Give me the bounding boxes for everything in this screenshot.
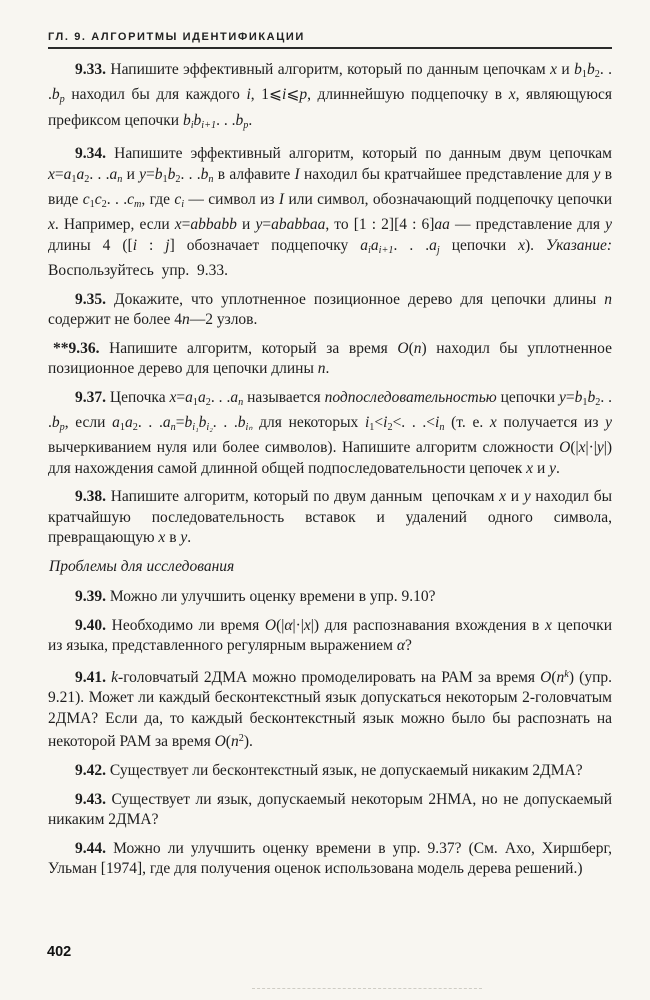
text-run: 9.43. <box>75 790 106 808</box>
text-run: c <box>82 190 90 208</box>
exercise-9.44 <box>48 839 616 880</box>
text-run: 2 <box>205 396 211 408</box>
text-run: в виде <box>48 165 616 208</box>
exercise-9.34 <box>48 144 620 282</box>
text-run: x <box>489 414 497 432</box>
text-run: n <box>238 396 244 408</box>
text-run: -головчатый 2ДМА можно промоделировать на РАМ за время <box>118 668 541 686</box>
text-run: Напишите алгоритм, который за время <box>99 339 398 357</box>
scan-artifact-line <box>252 988 482 989</box>
text-run: iₙ <box>245 421 253 433</box>
text-run: — представление для <box>449 216 606 234</box>
text-run: = <box>146 165 155 183</box>
text-run: a <box>76 165 85 183</box>
text-run: n <box>413 339 422 357</box>
text-run: c <box>94 190 102 208</box>
text-run: (| <box>570 439 579 457</box>
text-run: или символ, обозначающий подцепочку цепочки <box>284 190 616 208</box>
text-run: Воспользуйтесь упр. 9.33. <box>48 236 620 280</box>
text-run: b <box>193 111 202 129</box>
text-run: = <box>176 388 186 406</box>
text-run: для некоторых <box>252 414 365 432</box>
text-run: 9.38. <box>75 488 106 506</box>
exercise-9.35 <box>48 290 616 331</box>
text-run: n <box>117 173 123 185</box>
text-run: (| <box>276 616 285 634</box>
text-run: Существует ли язык, допускаемый некоторым 2НМА, но не допускаемый никаким 2ДМА? <box>48 790 616 829</box>
text-run: b <box>154 165 163 183</box>
text-run: O <box>559 439 571 457</box>
header-rule <box>48 47 612 49</box>
text-run: i <box>364 414 370 432</box>
text-run: i <box>246 86 251 104</box>
text-run: : <box>137 236 166 254</box>
text-run: O <box>540 668 552 686</box>
text-run: 9.33. <box>75 61 106 78</box>
text-run: , если <box>64 414 113 432</box>
text-run: цепочки <box>439 236 519 254</box>
text-run: Напишите эффективный алгоритм, который по данным цепочкам <box>106 61 551 78</box>
text-run: 1 <box>582 396 588 408</box>
text-run: x <box>48 165 55 183</box>
text-run: , длиннейшую подцепочку в <box>307 86 509 104</box>
text-run: 1 <box>369 421 375 433</box>
text-run: . <box>187 529 192 547</box>
text-run: , то [1 : 2][4 : 6] <box>325 216 435 234</box>
running-header-text: ГЛ. 9. АЛГОРИТМЫ ИДЕНТИФИКАЦИИ <box>48 31 305 43</box>
text-run: 1 <box>119 421 126 433</box>
text-run: y <box>596 439 604 457</box>
text-run: x <box>578 439 586 457</box>
text-run: вычеркиванием нуля или более символов). Напишите алгоритм сложности <box>48 414 616 457</box>
text-run: 2 <box>594 68 600 80</box>
text-run: . . . <box>48 388 616 432</box>
text-run: c <box>127 190 134 208</box>
text-run: и <box>236 216 256 234</box>
text-run: n <box>230 733 239 751</box>
text-run: ] обозначает подцепочку <box>169 236 361 254</box>
text-run: . <box>556 459 560 477</box>
text-run: содержит не более 4 <box>48 290 616 329</box>
text-run: x <box>550 61 557 78</box>
text-run: 2 <box>175 173 181 185</box>
page-number: 402 <box>47 944 72 960</box>
text-run: = <box>565 388 575 406</box>
text-run: Указание: <box>546 236 612 254</box>
text-run: i <box>132 236 137 254</box>
text-run: 9.39. <box>75 588 106 606</box>
text-run: abbabb <box>190 216 237 234</box>
text-run: = <box>262 216 272 234</box>
text-run: p <box>59 421 65 433</box>
text-run: a <box>360 236 369 254</box>
text-run: цепочки из языка, представленного регулярным выражением <box>48 616 616 655</box>
text-run: i <box>181 198 185 210</box>
text-run: , где <box>141 190 175 208</box>
exercise-9.33 <box>48 60 616 136</box>
text-run: a <box>125 414 133 432</box>
text-run: . . . <box>216 111 236 129</box>
text-run: b <box>198 414 207 432</box>
text-run: x <box>508 86 516 104</box>
text-run: α <box>396 637 405 655</box>
text-run: x <box>174 216 182 234</box>
text-run: и <box>533 459 550 477</box>
text-run: —2 узлов. <box>189 311 258 329</box>
text-run: b <box>167 165 176 183</box>
text-run: = <box>54 165 64 183</box>
text-run: y <box>593 165 601 183</box>
text-run: O <box>214 733 226 751</box>
text-run: получается из <box>496 414 606 432</box>
text-run: = <box>181 216 191 234</box>
text-run: x <box>48 216 55 234</box>
text-run: y <box>139 165 147 183</box>
text-run: n <box>181 311 190 329</box>
text-run: ⩽ <box>286 86 300 104</box>
text-run: Напишите алгоритм, который по двум данным цепочкам <box>106 488 500 506</box>
text-run: ababbaa <box>271 216 326 234</box>
text-run: ( <box>408 339 414 357</box>
text-run: 9.44. <box>75 839 106 857</box>
text-run: a <box>112 414 120 432</box>
text-run: j <box>436 244 440 256</box>
text-run: b <box>51 86 60 104</box>
text-run: 2 <box>101 198 107 210</box>
text-run: p <box>299 86 308 104</box>
text-run: i+1 <box>201 119 217 131</box>
text-run: a <box>370 236 379 254</box>
text-run: ? <box>404 637 412 655</box>
text-run: . . . <box>137 414 163 432</box>
text-run: 9.40. <box>75 616 106 634</box>
text-run: 9.35. <box>75 290 106 308</box>
text-run: = <box>175 414 185 432</box>
text-run: ( <box>225 733 231 751</box>
text-run: 2 <box>238 733 244 745</box>
text-run: I <box>294 165 300 183</box>
text-run: b <box>200 165 209 183</box>
exercise-9.39 <box>48 587 612 608</box>
text-run: p <box>59 94 65 106</box>
text-run: Докажите, что уплотненное позиционное дерево для цепочки длины <box>106 290 605 308</box>
text-run: n <box>170 421 176 433</box>
text-run: b <box>51 414 60 432</box>
text-run: и <box>122 165 140 183</box>
text-run: в алфавите <box>213 165 295 183</box>
text-run: x <box>169 388 177 406</box>
text-run: ). <box>243 733 253 751</box>
text-run: . Например, если <box>54 216 175 234</box>
text-run: . . . <box>106 190 128 208</box>
text-run: b <box>235 111 244 129</box>
text-run: 9.41. <box>75 668 106 686</box>
text-run: Можно ли улучшить оценку времени в упр. 9.37? (См. Ахо, Хиршберг, Ульман [1974], где для получения оценок использована модель дерева решений.) <box>48 839 616 878</box>
text-run: i₂ <box>206 421 213 433</box>
text-run: a <box>230 388 239 406</box>
text-run: |·| <box>585 439 597 457</box>
text-run: 2 <box>595 396 601 408</box>
text-run: |) для распознавания вхождения в <box>310 616 545 634</box>
text-run: n <box>439 421 445 433</box>
text-run: . . . <box>212 414 238 432</box>
text-run: 1 <box>71 173 77 185</box>
text-run: 2 <box>132 421 138 433</box>
content <box>48 60 620 888</box>
text-run: . . . <box>393 236 430 254</box>
text-run: m <box>133 198 142 210</box>
text-run: a <box>109 165 118 183</box>
text-run: 9.34. <box>75 145 106 163</box>
text-run: a <box>198 388 206 406</box>
text-run: y <box>605 414 613 432</box>
text-run: a <box>63 165 72 183</box>
text-run: 2 <box>387 421 393 433</box>
text-run: y <box>605 216 613 234</box>
text-run: x <box>303 616 311 634</box>
text-run: |·| <box>292 616 304 634</box>
text-run: . <box>325 360 330 378</box>
text-run: i₁ <box>192 421 199 433</box>
text-run: aa <box>434 216 450 234</box>
text-run: 1 <box>192 396 199 408</box>
text-run: ) (упр. 9.21). Может ли каждый бесконтекстный язык допускаться некоторым 2-головчатым 2ДМА? Если да, то каждый бесконтекстный язык можно было бы распознать на некоторой РАМ за время <box>48 668 616 751</box>
text-run: , 1⩽ <box>250 86 282 104</box>
exercise-9.43 <box>48 790 616 831</box>
section-heading: Проблемы для исследования <box>49 557 235 575</box>
text-run: 9.37. <box>75 388 106 406</box>
text-run: называется <box>243 388 325 406</box>
text-run: . <box>248 111 253 129</box>
text-run: O <box>264 616 277 634</box>
text-run: и <box>506 488 524 506</box>
text-run: Необходимо ли время <box>106 616 265 634</box>
text-run: b <box>574 61 582 78</box>
text-run: ( <box>551 668 557 686</box>
text-run: Можно ли улучшить оценку времени в упр. 9.10? <box>106 588 436 606</box>
text-run: p <box>243 119 249 131</box>
text-run: n <box>208 173 214 185</box>
text-run: b <box>574 388 583 406</box>
text-run: i <box>368 244 371 256</box>
text-run: n <box>604 290 612 308</box>
exercise-9.37 <box>48 388 616 480</box>
text-run: 1 <box>581 68 587 80</box>
text-run: y <box>180 529 188 547</box>
text-run: (т. е. <box>444 414 490 432</box>
text-run: b <box>182 111 191 129</box>
text-run: i <box>435 414 440 432</box>
text-run: b <box>184 414 193 432</box>
text-run: . . . <box>48 61 616 104</box>
text-run: 1 <box>162 173 168 185</box>
text-run: O <box>397 339 409 357</box>
text-run: y <box>558 388 566 406</box>
text-run: b <box>587 388 596 406</box>
text-run: < <box>374 414 384 432</box>
text-run: I <box>278 190 285 208</box>
text-run: , являющуюся префиксом цепочки <box>48 86 616 129</box>
text-run: a <box>185 388 193 406</box>
exercise-9.36 <box>48 339 616 380</box>
text-run: Цепочка <box>106 388 170 406</box>
text-run: . . . <box>180 165 201 183</box>
text-run: i <box>190 119 194 131</box>
text-run: — символ из <box>184 190 279 208</box>
text-run: и <box>556 61 575 78</box>
text-run: Напишите эффективный алгоритм, который по данным двум цепочкам <box>106 145 616 163</box>
exercise-9.38 <box>48 487 616 549</box>
text-run: c <box>174 190 182 208</box>
text-run: y <box>255 216 263 234</box>
text-run: n <box>317 360 326 378</box>
exercise-9.40 <box>48 616 616 657</box>
text-run: 9.42. <box>75 762 106 780</box>
text-run: цепочки <box>496 388 559 406</box>
text-run: a <box>429 236 437 254</box>
text-run: y <box>549 459 556 477</box>
text-run: i+1 <box>378 244 394 256</box>
text-run: x <box>518 236 526 254</box>
text-run: Существует ли бесконтекстный язык, не допускаемый никаким 2ДМА? <box>106 762 583 780</box>
text-run: x <box>499 488 507 506</box>
text-run: 1 <box>89 198 95 210</box>
text-run: x <box>545 616 552 634</box>
text-run: в <box>165 529 181 547</box>
text-run: b <box>237 414 246 432</box>
text-run: b <box>586 61 595 78</box>
text-run: находил бы для каждого <box>64 86 247 104</box>
text-run: находил бы кратчайшее представление для <box>299 165 594 183</box>
text-run: |) для нахождения самой длинной общей подпоследовательности цепочек <box>48 439 616 477</box>
text-run: **9.36. <box>53 339 100 357</box>
text-run: j <box>165 236 170 254</box>
text-run: находил бы кратчайшую последовательность вставок и удалений одного символа, превращающую <box>48 488 616 547</box>
text-run: i <box>383 414 388 432</box>
running-header <box>48 31 305 43</box>
text-run: <. . .< <box>392 414 436 432</box>
exercise-9.41 <box>48 665 616 753</box>
text-run: x <box>526 459 534 477</box>
text-run: α <box>284 616 293 634</box>
text-run: . . . <box>89 165 110 183</box>
text-run: 2 <box>84 173 90 185</box>
text-run: ). <box>525 236 547 254</box>
text-run: k <box>564 668 569 680</box>
text-run: x <box>158 529 166 547</box>
text-run: y <box>523 488 531 506</box>
text-run: n <box>556 668 565 686</box>
text-run: . . . <box>210 388 231 406</box>
text-run: ) находил бы уплотненное позиционное дерево для цепочки длины <box>48 339 616 378</box>
text-run: i <box>282 86 287 104</box>
text-run: k <box>111 668 119 686</box>
text-run: подпоследовательностью <box>324 388 497 406</box>
text-run: длины 4 ([ <box>48 216 616 254</box>
text-run: a <box>162 414 171 432</box>
exercise-9.42 <box>48 761 612 782</box>
